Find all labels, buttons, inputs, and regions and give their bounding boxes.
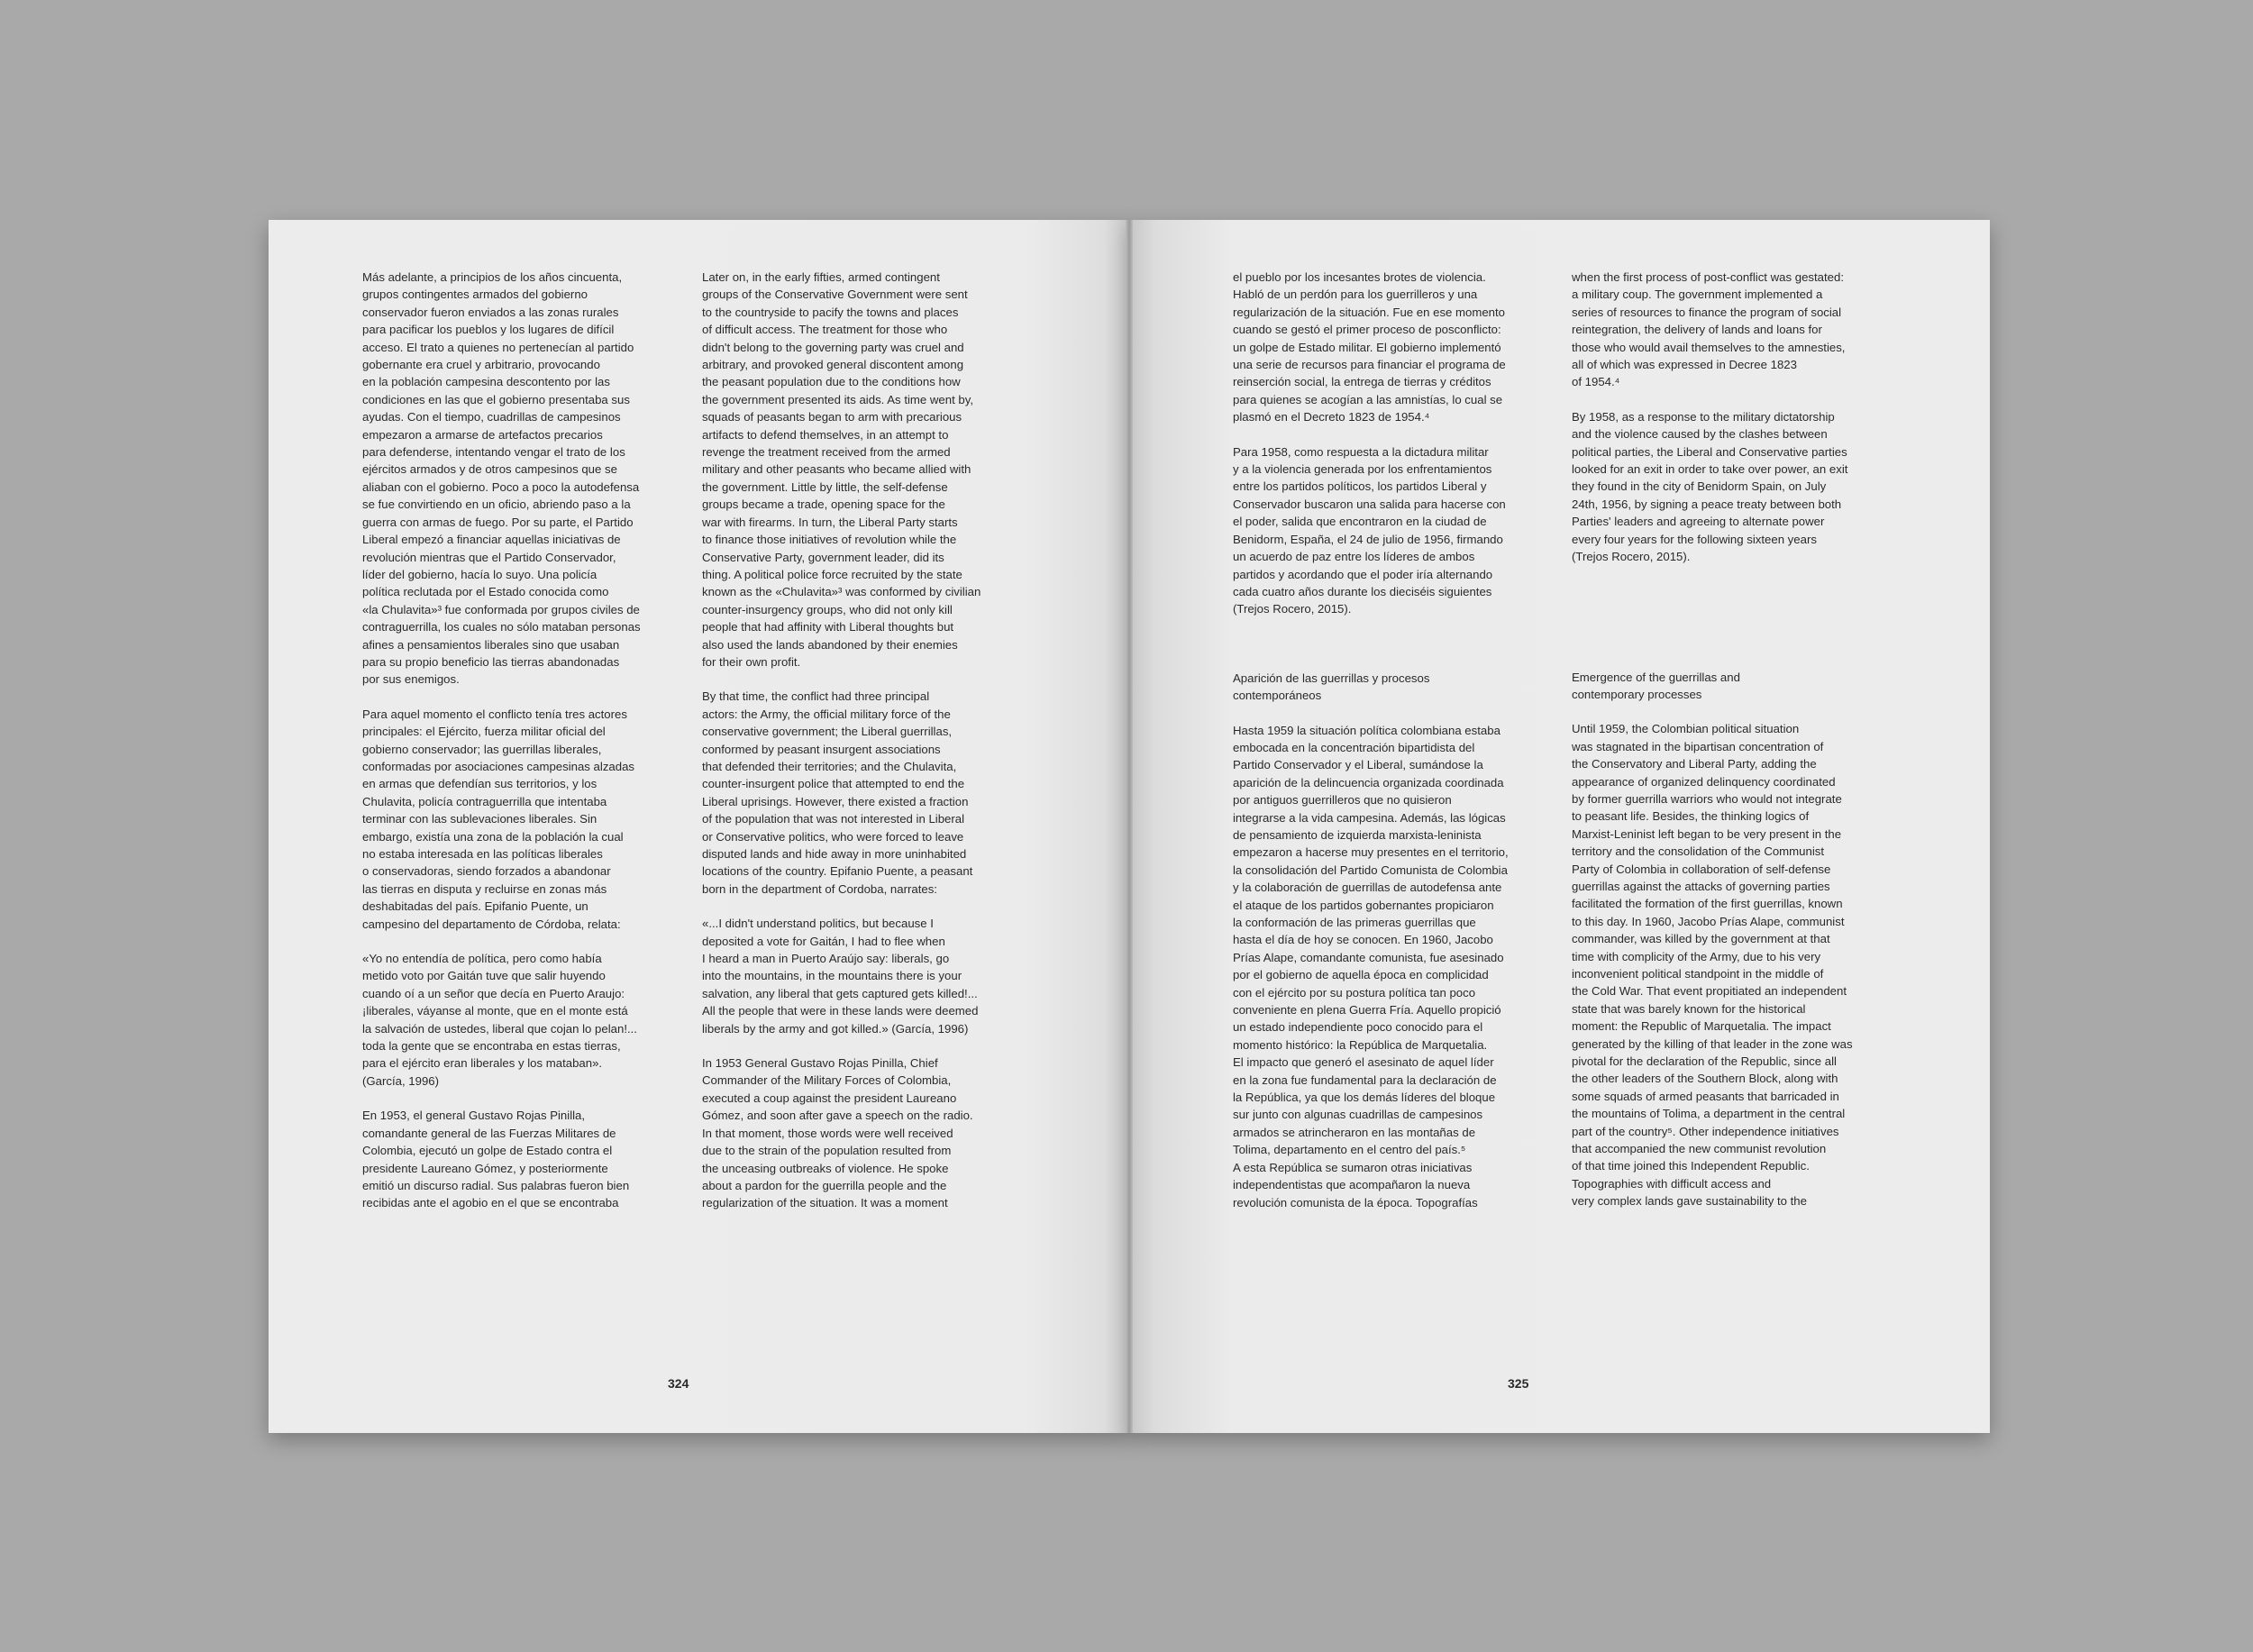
paragraph: By 1958, as a response to the military dictatorship and the violence caused by the clashes between political parties, the Liberal and Conservative parties looked for an exit in order to take over power, an exit they found in the city of Benidorm Spain, on July 24th, 1956, by signing a peace treaty between both Parties' leaders and agreeing to alternate power every four years for the following sixteen years (Trejos Rocero, 2015). bbox=[1572, 409, 1848, 564]
left-page-spanish-column bbox=[362, 269, 683, 1212]
paragraph: Hasta 1959 la situación política colombiana estaba embocada en la concentración bipartidista del Partido Conservador y el Liberal, sumándose la aparición de la delincuencia organizada coordinada por antiguos guerrilleros que no quisieron integrarse a la vida campesina. Además, las lógicas de pensamiento de izquierda marxista-leninista empezaron a hacerse muy presentes en el territorio, la consolidación del Partido Comunista de Colombia y la colaboración de guerrillas de autodefensa ante el ataque de los partidos gobernantes propiciaron la conformación de las primeras guerrillas que hasta el día de hoy se conocen. En 1960, Jacobo Prías Alape, comandante comunista, fue asesinado por el gobierno de aquella época en complicidad con el ejército por su postura política tan poco conveniente en plena Guerra Fría. Aquello propició un estado independiente poco conocido para el momento histórico: la República de Marquetalia. El impacto que generó el asesinato de aquel líder en la zona fue fundamental para la declaración de la República, ya que los demás líderes del bloque sur junto con algunas cuadrillas de campesinos armados se atrincheraron en las montañas de Tolima, departamento en el centro del país.⁵ A esta República se sumaron otras iniciativas independentistas que acompañaron la nueva revolución comunista de la época. Topografías bbox=[1233, 723, 1509, 1209]
quote: «Yo no entendía de política, pero como había metido voto por Gaitán tuve que salir huyendo cuando oí a un señor que decía en Puerto Araujo: ¡liberales, váyanse al monte, que en el monte está la salvación de ustedes, liberal que cojan lo pelan!... toda la gente que se encontraba en estas tierras, para el ejército eran liberales y los mataban». (García, 1996) bbox=[362, 952, 637, 1088]
left-page-english-column bbox=[702, 269, 1023, 1212]
section-spacer bbox=[1233, 635, 1554, 670]
section-heading: Aparición de las guerrillas y procesos contemporáneos bbox=[1233, 671, 1430, 703]
page-number: 324 bbox=[668, 1376, 689, 1391]
paragraph: Para 1958, como respuesta a la dictadura militar y a la violencia generada por los enfrentamientos entre los partidos políticos, los partidos Liberal y Conservador buscaron una salida para hacerse con el poder, salida que encontraron en la ciudad de Benidorm, España, el 24 de julio de 1956, firmando un acuerdo de paz entre los líderes de ambos partidos y acordando que el poder iría alternando cada cuatro años durante los dieciséis siguientes (Trejos Rocero, 2015). bbox=[1233, 444, 1506, 616]
paragraph: In 1953 General Gustavo Rojas Pinilla, Chief Commander of the Military Forces of Colombia, executed a coup against the president Laureano Gómez, and soon after gave a speech on the radio. In that moment, those words were well received due to the strain of the population resulted from the unceasing outbreaks of violence. He spoke about a pardon for the guerrilla people and the regularization of the situation. It was a moment bbox=[702, 1056, 973, 1210]
paragraph: By that time, the conflict had three principal actors: the Army, the official military force of the conservative government; the Liberal guerrillas, conformed by peasant insurgent associations that defended their territories; and the Chulavita, counter-insurgent police that attempted to end the Liberal uprisings. However, there existed a fraction of the population that was not interested in Liberal or Conservative politics, who were forced to leave disputed lands and hide away in more uninhabited locations of the country. Epifanio Puente, a peasant born in the department of Cordoba, narrates: bbox=[702, 689, 973, 896]
section-spacer bbox=[1572, 583, 1893, 669]
right-page-english-column bbox=[1572, 269, 1893, 1210]
paragraph: el pueblo por los incesantes brotes de violencia. Habló de un perdón para los guerrilleros y una regularización de la situación. Fue en ese momento cuando se gestó el primer proceso de posconflicto: un golpe de Estado militar. El gobierno implementó una serie de recursos para financiar el programa de reinserción social, la entrega de tierras y créditos para quienes se acogían a las amnistías, lo cual se plasmó en el Decreto 1823 de 1954.⁴ bbox=[1233, 270, 1506, 424]
open-book bbox=[269, 220, 1990, 1433]
paragraph: Para aquel momento el conflicto tenía tres actores principales: el Ejército, fuerza militar oficial del gobierno conservador; las guerrillas liberales, conformadas por asociaciones campesinas alzadas en armas que defendían sus territorios, y los Chulavita, policía contraguerrilla que intentaba terminar con las sublevaciones liberales. Sin embargo, existía una zona de la población la cual no estaba interesada en las políticas liberales o conservadoras, siendo forzados a abandonar las tierras en disputa y recluirse en zonas más deshabitadas del país. Epifanio Puente, un campesino del departamento de Córdoba, relata: bbox=[362, 707, 635, 931]
paragraph: En 1953, el general Gustavo Rojas Pinilla, comandante general de las Fuerzas Militares de Colombia, ejecutó un golpe de Estado contra el presidente Laureano Gómez, y posteriormente emitió un discurso radial. Sus palabras fueron bien recibidas ante el agobio en el que se encontraba bbox=[362, 1109, 630, 1210]
paragraph: Until 1959, the Colombian political situation was stagnated in the bipartisan concentration of the Conservatory and Liberal Party, adding the appearance of organized delinquency coordinated by former guerrilla warriors who would not integrate to peasant life. Besides, the thinking logics of Marxist-Leninist left began to be very present in the territory and the consolidation of the Communist Party of Colombia in collaboration of self-defense guerrillas against the attacks of governing parties facilitated the formation of the first guerrillas, known to this day. In 1960, Jacobo Prías Alape, communist commander, was killed by the government at that time with complicity of the Army, due to his very inconvenient political standpoint in the middle of the Cold War. That event propitiated an independent state that was barely known for the historical moment: the Republic of Marquetalia. The impact generated by the killing of that leader in the zone was pivotal for the declaration of the Republic, since all the other leaders of the Southern Block, along with some squads of armed peasants that barricaded in the mountains of Tolima, a department in the central part of the country⁵. Other independence initiatives that accompanied the new communist revolution of that time joined this Independent Republic. Topographies with difficult access and very complex lands gave sustainability to the bbox=[1572, 722, 1853, 1209]
page-number: 325 bbox=[1508, 1376, 1529, 1391]
section-heading: Emergence of the guerrillas and contemporary processes bbox=[1572, 670, 1740, 701]
left-page bbox=[269, 220, 1129, 1433]
paragraph: Más adelante, a principios de los años cincuenta, grupos contingentes armados del gobierno conservador fueron enviados a las zonas rurales para pacificar los pueblos y los lugares de difícil acceso. El trato a quienes no pertenecían al partido gobernante era cruel y arbitrario, provocando en la población campesina descontento por las condiciones en las que el gobierno presentaba sus ayudas. Con el tiempo, cuadrillas de campesinos empezaron a armarse de artefactos precarios para defenderse, intentando vengar el trato de los ejércitos armados y de otros campesinos que se aliaban con el gobierno. Poco a poco la autodefensa se fue convirtiendo en un oficio, abriendo paso a la guerra con armas de fuego. Por su parte, el Partido Liberal empezó a financiar aquellas iniciativas de revolución mientras que el Partido Conservador, líder del gobierno, hacía lo suyo. Una policía política reclutada por el Estado conocida como «la Chulavita»³ fue conformada por grupos civiles de contraguerrilla, los cuales no sólo mataban personas afines a pensamientos liberales sino que usaban para su propio beneficio las tierras abandonadas por sus enemigos. bbox=[362, 270, 641, 687]
paragraph: Later on, in the early fifties, armed contingent groups of the Conservative Government were sent to the countryside to pacify the towns and places of difficult access. The treatment for those who didn't belong to the governing party was cruel and arbitrary, and provoked general discontent among the peasant population due to the conditions how the government presented its aids. As time went by, squads of peasants began to arm with precarious artifacts to defend themselves, in an attempt to revenge the treatment received from the armed military and other peasants who became allied with the government. Little by little, the self-defense groups became a trade, opening space for the war with firearms. In turn, the Liberal Party starts to finance those initiatives of revolution while the Conservative Party, government leader, did its thing. A political police force recruited by the state known as the «Chulavita»³ was conformed by civilian counter-insurgency groups, who did not only kill people that had affinity with Liberal thoughts but also used the lands abandoned by their enemies for their own profit. bbox=[702, 270, 981, 669]
quote: «...I didn't understand politics, but because I deposited a vote for Gaitán, I had to flee when I heard a man in Puerto Araújo say: liberals, go into the mountains, in the mountains there is your salvation, any liberal that gets captured gets killed!... All the people that were in these lands were deemed liberals by the army and got killed.» (García, 1996) bbox=[702, 917, 979, 1036]
book-gutter bbox=[1126, 220, 1133, 1433]
right-page-spanish-column bbox=[1233, 269, 1554, 1211]
paragraph: when the first process of post-conflict was gestated: a military coup. The government implemented a series of resources to finance the program of social reintegration, the delivery of lands and loans for those who would avail themselves to the amnesties, all of which was expressed in Decree 1823 of 1954.⁴ bbox=[1572, 270, 1846, 389]
right-page bbox=[1129, 220, 1990, 1433]
